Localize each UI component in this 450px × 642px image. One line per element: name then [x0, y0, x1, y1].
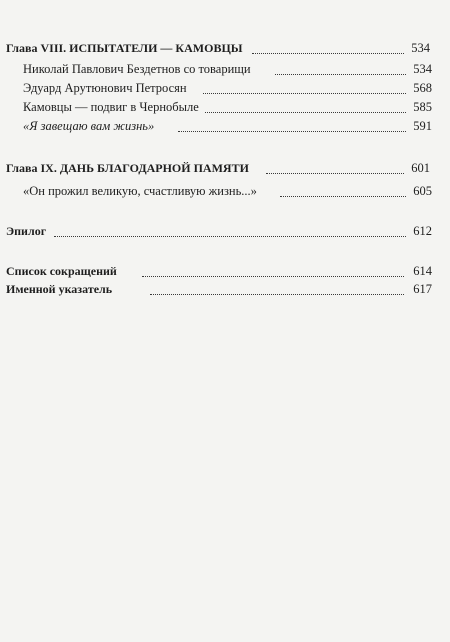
dot-leader [205, 96, 406, 113]
dot-leader [266, 157, 404, 174]
dot-leader [54, 220, 406, 237]
dot-leader [142, 260, 404, 277]
toc-entry-abbreviations [0, 263, 450, 279]
entry-title: «Я завещаю вам жизнь» [23, 119, 155, 133]
dot-leader [178, 115, 406, 132]
page-number: 612 [413, 224, 432, 238]
toc-entry-chapter-8 [0, 40, 450, 56]
toc-entry-chapter-9 [0, 160, 450, 176]
entry-title: Эпилог [6, 224, 47, 238]
dot-leader [252, 37, 404, 54]
entry-title: Глава IX. ДАНЬ БЛАГОДАРНОЙ ПАМЯТИ [6, 161, 249, 175]
dot-leader [280, 180, 406, 197]
page-number: 605 [413, 184, 432, 198]
dot-leader [150, 278, 404, 295]
entry-title: Список сокращений [6, 264, 117, 278]
page-number: 617 [413, 282, 432, 296]
page-number: 601 [411, 161, 430, 175]
entry-title: «Он прожил великую, счастливую жизнь...» [23, 184, 257, 198]
toc-entry-prozhil [0, 183, 450, 199]
page-number: 568 [413, 81, 432, 95]
page-number: 534 [411, 41, 430, 55]
toc-entry-zaveshchayu [0, 118, 450, 134]
toc-entry-bezdetnov [0, 61, 450, 77]
page-number: 614 [413, 264, 432, 278]
page-number: 534 [413, 62, 432, 76]
entry-title: Эдуард Арутюнович Петросян [23, 81, 187, 95]
toc-entry-epilogue [0, 223, 450, 239]
entry-title: Николай Павлович Бездетнов со товарищи [23, 62, 251, 76]
toc-entry-chernobyl [0, 99, 450, 115]
dot-leader [275, 58, 406, 75]
page-number: 591 [413, 119, 432, 133]
toc-entry-name-index [0, 281, 450, 297]
entry-title: Камовцы — подвиг в Чернобыле [23, 100, 199, 114]
page-number: 585 [413, 100, 432, 114]
dot-leader [203, 77, 406, 94]
entry-title: Именной указатель [6, 282, 113, 296]
entry-title: Глава VIII. ИСПЫТАТЕЛИ — КАМОВЦЫ [6, 41, 243, 55]
toc-entry-petrosyan [0, 80, 450, 96]
